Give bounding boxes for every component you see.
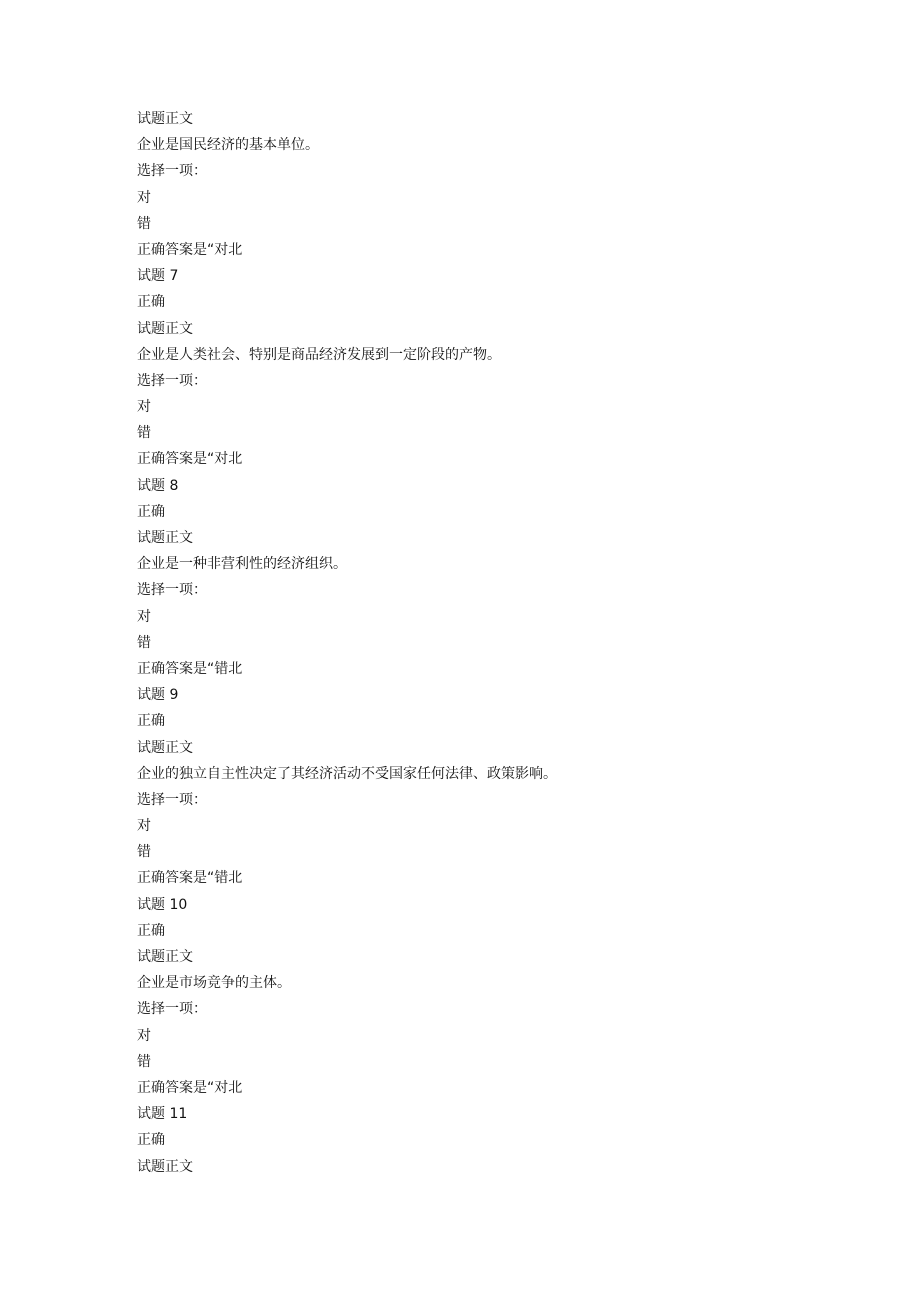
question-text: 企业是人类社会、特别是商品经济发展到一定阶段的产物。 — [137, 346, 501, 363]
question-status: 正确 — [137, 1132, 165, 1149]
question-number: 试题 7 — [137, 268, 179, 285]
question-status: 正确 — [137, 713, 165, 730]
option-false: 错 — [137, 634, 151, 651]
correct-answer: 正确答案是“错北 — [137, 870, 243, 887]
choice-prompt: 选择一项： — [137, 372, 207, 389]
section-heading: 试题正文 — [137, 530, 193, 546]
question-status: 正确 — [137, 503, 165, 520]
option-true: 对 — [137, 399, 151, 416]
question-text: 企业是一种非营利性的经济组织。 — [137, 556, 347, 573]
option-false: 错 — [137, 844, 151, 861]
question-number: 试题 10 — [137, 896, 188, 913]
question-status: 正确 — [137, 922, 165, 939]
option-true: 对 — [137, 818, 151, 835]
question-number: 试题 9 — [137, 687, 179, 704]
document-page — [137, 106, 837, 1180]
question-status: 正确 — [137, 294, 165, 311]
choice-prompt: 选择一项： — [137, 1001, 207, 1018]
question-text: 企业是市场竞争的主体。 — [137, 975, 291, 992]
correct-answer: 正确答案是“错北 — [137, 660, 243, 677]
option-false: 错 — [137, 425, 151, 442]
option-false: 错 — [137, 1053, 151, 1070]
section-heading: 试题正文 — [137, 320, 193, 337]
question-text: 企业是国民经济的基本单位。 — [137, 137, 319, 154]
option-false: 错 — [137, 215, 151, 232]
choice-prompt: 选择一项： — [137, 163, 207, 180]
question-number: 试题 11 — [137, 1106, 188, 1123]
correct-answer: 正确答案是“对北 — [137, 1079, 243, 1096]
section-heading: 试题正文 — [137, 1158, 193, 1175]
section-heading: 试题正文 — [137, 949, 193, 965]
option-true: 对 — [137, 1027, 151, 1044]
section-heading: 试题正文 — [137, 739, 193, 756]
choice-prompt: 选择一项： — [137, 791, 207, 808]
choice-prompt: 选择一项： — [137, 582, 207, 599]
question-number: 试题 8 — [137, 477, 179, 494]
option-true: 对 — [137, 189, 151, 206]
correct-answer: 正确答案是“对北 — [137, 451, 243, 468]
correct-answer: 正确答案是“对北 — [137, 241, 243, 258]
section-heading: 试题正文 — [137, 111, 193, 127]
question-text: 企业的独立自主性决定了其经济活动不受国家任何法律、政策影响。 — [137, 765, 557, 782]
option-true: 对 — [137, 608, 151, 625]
